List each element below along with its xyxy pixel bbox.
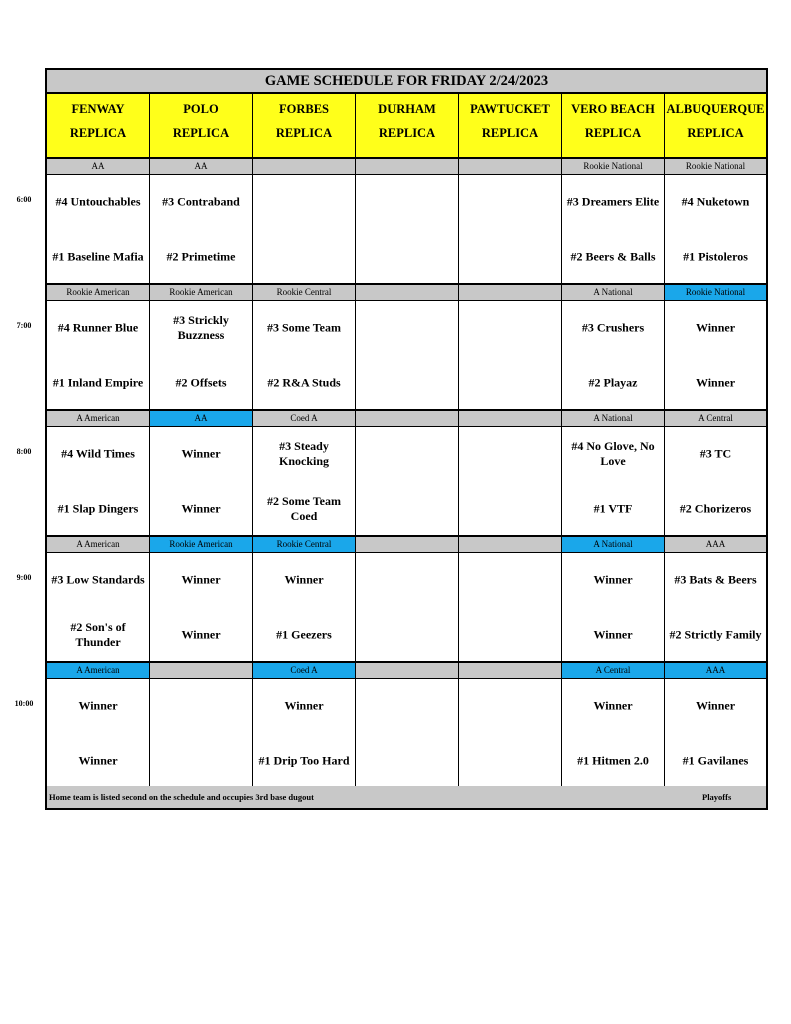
away-team: #4 Runner Blue (57, 320, 139, 335)
field-header (47, 94, 150, 159)
away-team: #3 Contraband (162, 194, 240, 209)
home-team: Winner (78, 753, 118, 768)
division-label: Rookie American (47, 285, 150, 301)
game-cell (665, 301, 766, 411)
time-label: 6:00 (16, 195, 32, 204)
field-subtitle: REPLICA (378, 126, 436, 140)
game-cell (150, 427, 253, 537)
home-team: #1 Geezers (276, 627, 332, 642)
game-cell (562, 427, 665, 537)
division-label: Coed A (253, 411, 356, 427)
division-label: A American (47, 537, 150, 553)
game-cell (665, 679, 766, 789)
field-subtitle: REPLICA (481, 126, 539, 140)
division-label: A Central (562, 663, 665, 679)
game-cell (562, 679, 665, 789)
game-cell (47, 553, 150, 663)
division-label: Coed A (253, 663, 356, 679)
game-cell (47, 427, 150, 537)
game-cell (253, 427, 356, 537)
home-team: #1 Drip Too Hard (258, 753, 350, 768)
game-cell (253, 553, 356, 663)
game-cell (562, 553, 665, 663)
division-label (356, 159, 459, 175)
playoffs-label: Playoffs (702, 792, 732, 802)
footer-row (47, 786, 766, 808)
home-team: #2 Primetime (166, 249, 236, 264)
game-cell (356, 175, 459, 285)
game-cell (47, 679, 150, 789)
division-label (150, 663, 253, 679)
away-team: Winner (695, 698, 736, 713)
game-row (47, 553, 766, 663)
game-cell (356, 427, 459, 537)
division-label (356, 285, 459, 301)
home-team: #2 Strictly Family (669, 627, 762, 642)
field-header-row (47, 94, 766, 159)
field-name: FORBES (278, 102, 329, 116)
away-team: #3 Crushers (581, 320, 645, 335)
away-team: #3 Bats & Beers (674, 572, 757, 587)
division-row (47, 411, 766, 427)
game-cell (459, 553, 562, 663)
division-label: Rookie National (665, 285, 766, 301)
field-subtitle: REPLICA (69, 126, 127, 140)
game-cell (47, 301, 150, 411)
home-team: #2 Playaz (588, 375, 638, 390)
field-name: VERO BEACH (571, 102, 655, 116)
division-label (459, 159, 562, 175)
home-team: #2 Offsets (175, 375, 227, 390)
division-label: Rookie Central (253, 285, 356, 301)
home-team: #2 Beers & Balls (570, 249, 656, 264)
away-team: #3 Steady Knocking (278, 439, 329, 468)
game-cell (253, 301, 356, 411)
away-team: Winner (181, 572, 221, 587)
time-label: 7:00 (16, 321, 32, 330)
field-subtitle: REPLICA (687, 126, 744, 140)
field-header (665, 94, 766, 159)
footer-note: Home team is listed second on the schedule and occupies 3rd base dugout (49, 792, 314, 802)
game-cell (665, 553, 766, 663)
division-label: AA (150, 411, 253, 427)
home-team: #2 Some Team Coed (266, 494, 341, 523)
division-label: A National (562, 285, 665, 301)
division-label (253, 159, 356, 175)
away-team: #3 Some Team (266, 320, 341, 335)
home-team: #1 VTF (593, 501, 633, 516)
away-team: #4 Untouchables (55, 194, 141, 209)
division-label: Rookie American (150, 537, 253, 553)
division-label: Rookie American (150, 285, 253, 301)
time-label: 8:00 (16, 447, 32, 456)
away-team: #3 Strickly Buzzness (173, 313, 229, 342)
division-label: A Central (665, 411, 766, 427)
home-team: #1 Gavilanes (682, 753, 749, 768)
game-cell (356, 301, 459, 411)
division-label: A National (562, 411, 665, 427)
game-row (47, 301, 766, 411)
division-label: A National (562, 537, 665, 553)
home-team: Winner (181, 627, 221, 642)
field-header (150, 94, 253, 159)
away-team: #4 No Glove, No Love (571, 439, 655, 468)
home-team: #1 Pistoleros (683, 249, 748, 264)
division-label (356, 411, 459, 427)
division-label: AA (150, 159, 253, 175)
division-label: A American (47, 663, 150, 679)
game-cell (253, 175, 356, 285)
time-label: 9:00 (16, 573, 32, 582)
division-row (47, 663, 766, 679)
division-label: AA (47, 159, 150, 175)
home-team: #1 Baseline Mafia (52, 249, 144, 264)
home-team: Winner (593, 627, 633, 642)
time-label: 10:00 (14, 699, 34, 708)
division-label (356, 537, 459, 553)
field-header (356, 94, 459, 159)
field-subtitle: REPLICA (275, 126, 333, 140)
game-cell (459, 679, 562, 789)
division-label: Rookie National (665, 159, 766, 175)
away-team: #3 Dreamers Elite (566, 194, 660, 209)
away-team: #4 Wild Times (61, 446, 135, 461)
division-row (47, 285, 766, 301)
game-cell (459, 175, 562, 285)
away-team: Winner (284, 572, 324, 587)
field-name: POLO (183, 102, 219, 116)
away-team: #4 Nuketown (681, 194, 750, 209)
game-row (47, 175, 766, 285)
game-cell (665, 427, 766, 537)
away-team: Winner (78, 698, 118, 713)
home-team: #1 Hitmen 2.0 (577, 753, 649, 768)
home-team: #1 Slap Dingers (57, 501, 139, 516)
division-label: A American (47, 411, 150, 427)
game-cell (562, 175, 665, 285)
home-team: Winner (181, 501, 221, 516)
away-team: Winner (284, 698, 324, 713)
away-team: #3 Low Standards (51, 572, 145, 587)
field-name: DURHAM (378, 102, 436, 116)
field-header (253, 94, 356, 159)
game-cell (253, 679, 356, 789)
division-label: AAA (665, 537, 766, 553)
field-header (562, 94, 665, 159)
game-cell (356, 553, 459, 663)
game-row (47, 679, 766, 789)
division-label (459, 285, 562, 301)
field-name: ALBUQUERQUE (666, 102, 765, 116)
division-label (459, 411, 562, 427)
home-team: #2 Son's of Thunder (70, 620, 126, 649)
schedule-title: GAME SCHEDULE FOR FRIDAY 2/24/2023 (47, 70, 766, 94)
home-team: #1 Inland Empire (52, 375, 144, 390)
home-team: Winner (695, 375, 736, 390)
game-cell (459, 427, 562, 537)
field-subtitle: REPLICA (584, 126, 642, 140)
away-team: #3 TC (699, 446, 732, 461)
division-label (459, 537, 562, 553)
home-team: #2 Chorizeros (679, 501, 752, 516)
division-label: Rookie National (562, 159, 665, 175)
field-subtitle: REPLICA (172, 126, 230, 140)
field-header (459, 94, 562, 159)
away-team: Winner (593, 698, 633, 713)
away-team: Winner (593, 572, 633, 587)
division-row (47, 159, 766, 175)
game-cell (150, 553, 253, 663)
game-cell (47, 175, 150, 285)
game-cell (459, 301, 562, 411)
game-cell (665, 175, 766, 285)
game-cell (562, 301, 665, 411)
game-cell (150, 679, 253, 789)
division-row (47, 537, 766, 553)
field-name: PAWTUCKET (470, 102, 550, 116)
field-name: FENWAY (71, 102, 125, 116)
game-cell (356, 679, 459, 789)
division-label: Rookie Central (253, 537, 356, 553)
division-label: AAA (665, 663, 766, 679)
away-team: Winner (181, 446, 221, 461)
game-row (47, 427, 766, 537)
game-cell (150, 175, 253, 285)
division-label (459, 663, 562, 679)
away-team: Winner (695, 320, 736, 335)
division-label (356, 663, 459, 679)
home-team: #2 R&A Studs (267, 375, 341, 390)
schedule-table (45, 68, 768, 810)
game-cell (150, 301, 253, 411)
